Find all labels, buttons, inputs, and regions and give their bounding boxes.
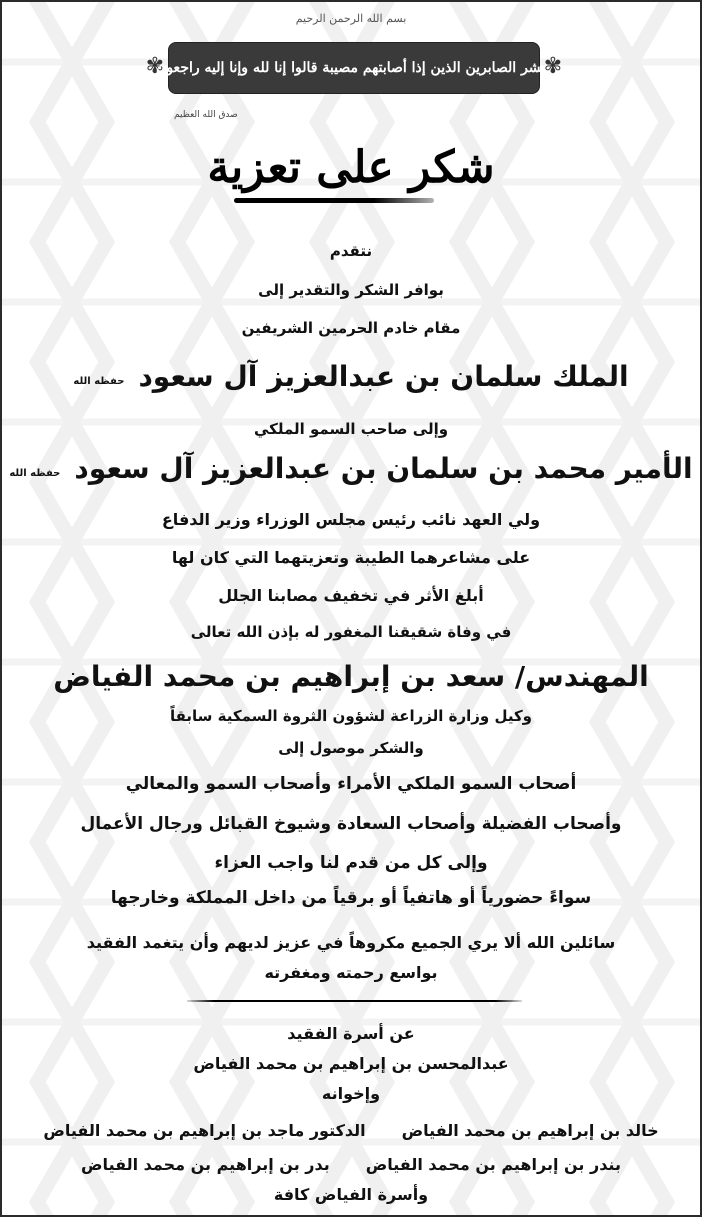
text-line: أبلغ الأثر في تخفيف مصابنا الجلل (218, 586, 484, 605)
text-line: سائلين الله ألا يري الجميع مكروهاً في عزيز لديهم وأن يتغمد الفقيد (86, 933, 616, 952)
text-line: ولي العهد نائب رئيس مجلس الوزراء وزير الدفاع (161, 510, 541, 529)
text-line: مقام خادم الحرمين الشريفين (241, 319, 461, 337)
brother-name: الدكتور ماجد بن إبراهيم بن محمد الفياض (43, 1121, 366, 1140)
king-name: الملك سلمان بن عبدالعزيز آل سعود (138, 360, 629, 393)
signature-primary: عبدالمحسن بن إبراهيم بن محمد الفياض (193, 1054, 509, 1073)
text-line: على مشاعرهما الطيبة وتعزيتهما التي كان لها (171, 548, 531, 567)
text-line: وأصحاب الفضيلة وأصحاب السعادة وشيوخ القبائل ورجال الأعمال (80, 814, 622, 834)
deceased-name: المهندس/ سعد بن إبراهيم بن محمد الفياض (53, 660, 649, 693)
text-line: أصحاب السمو الملكي الأمراء وأصحاب السمو والمعالي (125, 774, 577, 794)
quran-verse-banner (156, 42, 552, 94)
divider (187, 1000, 522, 1002)
text-line: والشكر موصول إلى (278, 739, 424, 757)
honorific: حفظه الله (9, 468, 61, 479)
signature-and-brothers: وإخوانه (321, 1084, 381, 1103)
brothers-row (2, 1155, 700, 1174)
text-line: وكيل وزارة الزراعة لشؤون الثروة السمكية سابقاً (169, 707, 533, 725)
honorific: حفظه الله (73, 376, 125, 387)
text-line: وإلى صاحب السمو الملكي (253, 420, 449, 438)
text-line: بواسع رحمته ومغفرته (264, 963, 438, 982)
title-flourish (234, 198, 434, 203)
verse-attribution: صدق الله العظيم (174, 110, 238, 120)
basmala: بسم الله الرحمن الرحيم (295, 12, 407, 25)
signature-closing: وأسرة الفياض كافة (273, 1185, 429, 1204)
page-title: شكر على تعزية (207, 142, 495, 193)
text-line: في وفاة شقيقنا المغفور له بإذن الله تعالى (190, 623, 512, 641)
brother-name: خالد بن إبراهيم بن محمد الفياض (401, 1121, 659, 1140)
text-line: نتقدم (329, 242, 373, 260)
brothers-row (2, 1121, 700, 1140)
ornament-flower-icon: ✾ (145, 54, 165, 79)
text-line: وإلى كل من قدم لنا واجب العزاء (214, 853, 488, 873)
brother-name: بندر بن إبراهيم بن محمد الفياض (365, 1155, 621, 1174)
ornament-flower-icon: ✾ (543, 54, 563, 79)
king-name-line (2, 360, 700, 393)
crown-prince-name: الأمير محمد بن سلمان بن عبدالعزيز آل سعود (74, 452, 693, 485)
banner-verse: وبشر الصابرين الذين إذا أصابتهم مصيبة قالوا إنا لله وإنا إليه راجعون (156, 60, 552, 76)
crown-prince-name-line (2, 452, 700, 485)
signature-heading: عن أسرة الفقيد (287, 1024, 415, 1043)
brother-name: بدر بن إبراهيم بن محمد الفياض (81, 1155, 330, 1174)
text-line: بوافر الشكر والتقدير إلى (258, 281, 444, 299)
text-line: سواءً حضورياً أو هاتفياً أو برقياً من داخل المملكة وخارجها (110, 888, 592, 908)
